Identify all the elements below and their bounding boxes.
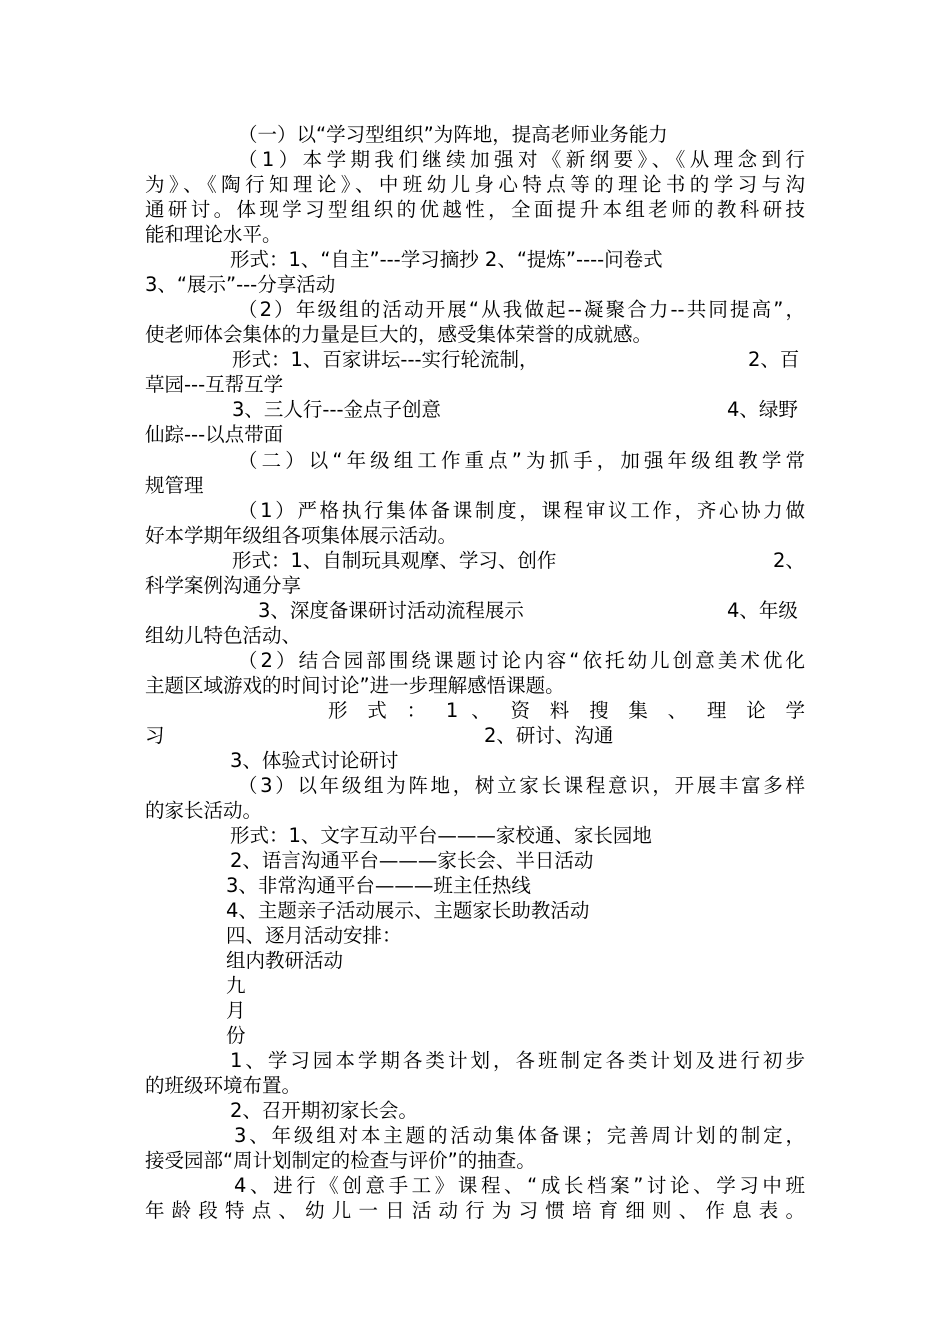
- list-item: 4、进行《创意手工》课程、“成长档案”讨论、学习中班: [234, 1174, 805, 1197]
- form-line: 3、非常沟通平台———班主任热线: [226, 874, 531, 897]
- form-line: 形式：1、百家讲坛---实行轮流制，: [232, 348, 539, 371]
- form-line: 3、三人行---金点子创意: [232, 398, 442, 421]
- form-line: 科学案例沟通分享: [145, 574, 302, 597]
- form-line: 形式：1、文字互动平台———家校通、家长园地: [230, 824, 652, 847]
- paragraph-line: 的家长活动。: [145, 799, 263, 822]
- paragraph-line: （2）年级组的活动开展“从我做起--凝聚合力--共同提高”，: [238, 298, 805, 321]
- form-line: 4、年级: [727, 599, 798, 622]
- form-line: 2、百: [748, 348, 800, 371]
- section-heading-4: 四、逐月活动安排：: [226, 924, 402, 947]
- list-item: 接受园部“周计划制定的检查与评价”的抽查。: [145, 1149, 536, 1172]
- form-line: 3、深度备课研讨活动流程展示: [258, 599, 524, 622]
- month-label: 月: [226, 999, 246, 1022]
- form-line: 草园---互帮互学: [145, 373, 284, 396]
- form-line: 2、: [773, 549, 805, 572]
- paragraph-line: 通研讨。体现学习型组织的优越性，全面提升本组老师的教科研技: [145, 198, 805, 221]
- paragraph-line: （1）本学期我们继续加强对《新纲要》、《从理念到行: [238, 148, 805, 171]
- form-line: 习: [145, 724, 165, 747]
- paragraph-line: 主题区域游戏的时间讨论”进一步理解感悟课题。: [145, 674, 565, 697]
- table-label: 组内教研活动: [226, 949, 344, 972]
- list-item: 2、召开期初家长会。: [230, 1099, 418, 1122]
- section-heading-2: （二）以“年级组工作重点”为抓手，加强年级组教学常: [238, 449, 805, 472]
- paragraph-line: 好本学期年级组各项集体展示活动。: [145, 524, 458, 547]
- paragraph-line: （2）结合园部围绕课题讨论内容“依托幼儿创意美术优化: [238, 649, 805, 672]
- section-heading-2-cont: 规管理: [145, 474, 204, 497]
- paragraph-line: 为》、《陶行知理论》、中班幼儿身心特点等的理论书的学习与沟: [145, 173, 805, 196]
- form-line: 形式：1、自制玩具观摩、学习、创作: [232, 549, 557, 572]
- form-line: 3、“展示”---分享活动: [145, 273, 336, 296]
- section-heading-1: （一）以“学习型组织”为阵地，提高老师业务能力: [238, 123, 668, 146]
- form-line: 形式：1、“自主”---学习摘抄 2、“提炼”----问卷式: [230, 248, 663, 271]
- form-line: 3、体验式讨论研讨: [230, 749, 399, 772]
- month-label: 九: [226, 974, 246, 997]
- list-item: 年龄段特点、幼儿一日活动行为习惯培育细则、作息表。: [145, 1199, 805, 1222]
- form-line: 仙踪---以点带面: [145, 423, 284, 446]
- list-item: 的班级环境布置。: [145, 1074, 302, 1097]
- list-item: 1、学习园本学期各类计划，各班制定各类计划及进行初步: [230, 1049, 805, 1072]
- paragraph-line: 使老师体会集体的力量是巨大的，感受集体荣誉的成就感。: [145, 323, 653, 346]
- form-line: 4、主题亲子活动展示、主题家长助教活动: [226, 899, 590, 922]
- month-label: 份: [226, 1024, 246, 1047]
- form-line: 组幼儿特色活动、: [145, 624, 302, 647]
- form-line: 2、语言沟通平台———家长会、半日活动: [230, 849, 594, 872]
- paragraph-line: 能和理论水平。: [145, 223, 282, 246]
- paragraph-line: （1）严格执行集体备课制度，课程审议工作，齐心协力做: [238, 499, 805, 522]
- form-line: 形 式 ： 1 、 资 料 搜 集 、 理 论 学: [328, 699, 805, 722]
- paragraph-line: （3）以年级组为阵地，树立家长课程意识，开展丰富多样: [238, 774, 805, 797]
- list-item: 3、年级组对本主题的活动集体备课；完善周计划的制定，: [234, 1124, 805, 1147]
- form-line: 2、研讨、沟通: [484, 724, 614, 747]
- form-line: 4、绿野: [727, 398, 798, 421]
